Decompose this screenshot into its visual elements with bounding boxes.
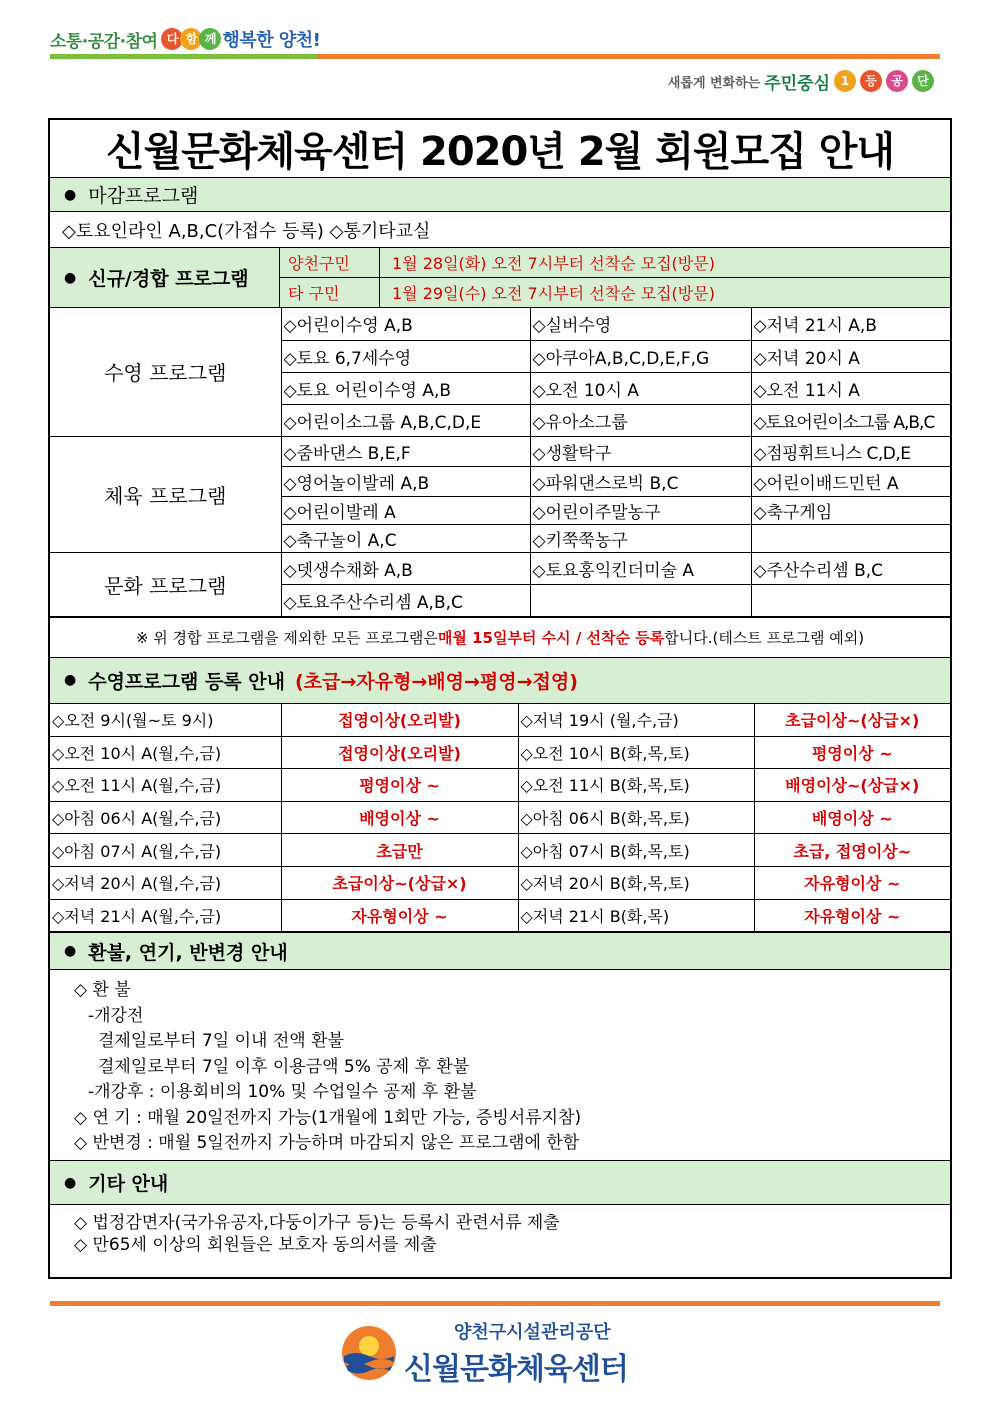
swim-level-table	[50, 704, 950, 933]
program-cell: ◇유아소그룹	[530, 404, 751, 436]
slogan-pre: 소통·공감·참여	[50, 31, 158, 52]
right-badge-3: 공	[886, 70, 908, 92]
etc-heading	[50, 1161, 950, 1205]
class-level: 자유형이상 ~	[281, 899, 518, 932]
class-level: 배영이상 ~	[281, 801, 518, 834]
footer-divider	[50, 1301, 940, 1306]
program-cell: ◇실버수영	[530, 308, 751, 340]
class-level: 평영이상 ~	[754, 736, 950, 769]
program-cell: ◇어린이발레 A	[281, 496, 530, 524]
class-time: ◇오전 11시 B(화,목,토)	[518, 769, 754, 802]
program-cell	[530, 584, 751, 616]
signup-row	[280, 278, 950, 307]
program-cell	[751, 584, 950, 616]
class-time: ◇저녁 19시 (월,수,금)	[518, 704, 754, 737]
etc-body	[50, 1205, 950, 1256]
refund-line: 결제일로부터 7일 이후 이용금액 5% 공제 후 환불	[98, 1056, 470, 1077]
note-pre: ※ 위 경합 프로그램을 제외한 모든 프로그램은	[135, 628, 438, 647]
signup-when: 1월 28일(화) 오전 7시부터 선착순 모집(방문)	[392, 254, 715, 273]
badge-char-2: 함	[180, 28, 202, 50]
program-cell: ◇어린이주말농구	[530, 496, 751, 524]
program-cell: ◇뎃생수채화 A,B	[281, 552, 530, 584]
slogan-post: 행복한 양천!	[222, 30, 321, 51]
swim-guide-heading-text: 수영프로그램 등록 안내	[88, 670, 285, 693]
swim-guide-path: (초급→자유형→배영→평영→접영)	[295, 670, 578, 693]
footer-org: 양천구시설관리공단	[454, 1322, 611, 1343]
class-time: ◇오전 11시 A(월,수,금)	[50, 769, 281, 802]
refund-heading-text: 환불, 연기, 반변경 안내	[88, 941, 288, 964]
header-right-slogan	[668, 66, 934, 96]
class-time: ◇아침 06시 B(화,목,토)	[518, 801, 754, 834]
etc-line: ◇ 법정감면자(국가유공자,다둥이가구 등)는 등록시 관련서류 제출	[74, 1213, 560, 1234]
program-cell: ◇저녁 21시 A,B	[751, 308, 950, 340]
program-cell: ◇토요주산수리셈 A,B,C	[281, 584, 530, 616]
bullet-icon: ●	[64, 672, 77, 688]
bullet-icon: ●	[64, 943, 77, 960]
program-cell	[751, 524, 950, 552]
program-cell: ◇어린이배드민턴 A	[751, 466, 950, 496]
note-post: 합니다.(테스트 프로그램 예외)	[664, 628, 865, 647]
class-time: ◇저녁 20시 B(화,목,토)	[518, 866, 754, 899]
program-cell: ◇축구게임	[751, 496, 950, 524]
badge-char-1: 다	[161, 28, 183, 50]
program-table	[50, 308, 950, 617]
program-cell: ◇토요홍익킨더미술 A	[530, 552, 751, 584]
class-level: 초급만	[281, 834, 518, 867]
bullet-icon: ●	[64, 1174, 77, 1191]
signup-who: 타 구민	[280, 278, 380, 307]
program-cell: ◇오전 11시 A	[751, 372, 950, 404]
class-level: 자유형이상 ~	[754, 899, 950, 932]
refund-body	[50, 970, 950, 1161]
program-cell: ◇축구놀이 A,C	[281, 524, 530, 552]
badge-char-3: 께	[199, 28, 221, 50]
signup-row	[280, 248, 950, 278]
header-divider	[50, 54, 940, 59]
class-level: 접영이상(오리발)	[281, 704, 518, 737]
closed-heading	[50, 178, 950, 212]
program-cell: ◇영어놀이발레 A,B	[281, 466, 530, 496]
refund-line: ◇ 환 불	[74, 980, 131, 1001]
bullet-icon: ●	[64, 269, 77, 286]
refund-line: ◇ 연 기 : 매월 20일전까지 가능(1개월에 1회만 가능, 증빙서류지참)	[74, 1107, 582, 1128]
signup-when: 1월 29일(수) 오전 7시부터 선착순 모집(방문)	[392, 284, 715, 303]
header-slogan	[50, 22, 320, 56]
footer-logo	[340, 1318, 628, 1388]
program-cell: ◇아쿠아A,B,C,D,E,F,G	[530, 340, 751, 372]
notice-frame	[48, 118, 952, 1279]
signup-label-cell	[50, 248, 280, 307]
program-cell: ◇저녁 20시 A	[751, 340, 950, 372]
class-time: ◇아침 06시 A(월,수,금)	[50, 801, 281, 834]
class-level: 초급, 접영이상~	[754, 834, 950, 867]
program-cell: ◇생활탁구	[530, 436, 751, 466]
culture-category: 문화 프로그램	[50, 552, 281, 616]
closed-heading-text: 마감프로그램	[88, 185, 199, 207]
slogan-badge	[161, 28, 218, 50]
etc-heading-text: 기타 안내	[88, 1173, 169, 1196]
note-red: 매월 15일부터 수시 / 선착순 등록	[437, 628, 665, 647]
class-level: 접영이상(오리발)	[281, 736, 518, 769]
footer-center: 신월문화체육센터	[404, 1352, 628, 1387]
signup-schedule	[50, 248, 950, 308]
swim-category: 수영 프로그램	[50, 308, 281, 436]
refund-line: ◇ 반변경 : 매월 5일전까지 가능하며 마감되지 않은 프로그램에 한함	[74, 1133, 580, 1154]
class-level: 자유형이상 ~	[754, 866, 950, 899]
refund-line: 결제일로부터 7일 이내 전액 환불	[98, 1031, 344, 1052]
refund-line: -개강후 : 이용회비의 10% 및 수업일수 공제 후 환불	[88, 1082, 477, 1103]
program-cell: ◇어린이소그룹 A,B,C,D,E	[281, 404, 530, 436]
class-level: 평영이상 ~	[281, 769, 518, 802]
class-time: ◇아침 07시 B(화,목,토)	[518, 834, 754, 867]
class-level: 배영이상~(상급×)	[754, 769, 950, 802]
sports-category: 체육 프로그램	[50, 436, 281, 552]
program-cell: ◇키쭉쭉농구	[530, 524, 751, 552]
right-small: 새롭게 변화하는	[667, 75, 761, 91]
class-time: ◇저녁 21시 A(월,수,금)	[50, 899, 281, 932]
closed-items: ◇토요인라인 A,B,C(가접수 등록) ◇통기타교실	[50, 212, 950, 248]
etc-line: ◇ 만65세 이상의 회원들은 보호자 동의서를 제출	[74, 1235, 437, 1256]
class-level: 초급이상~(상급×)	[754, 704, 950, 737]
class-time: ◇오전 9시(월~토 9시)	[50, 704, 281, 737]
refund-line: -개강전	[88, 1005, 144, 1026]
registration-note	[50, 617, 950, 658]
program-cell: ◇주산수리셈 B,C	[751, 552, 950, 584]
signup-label: 신규/경합 프로그램	[88, 268, 249, 290]
program-cell: ◇파워댄스로빅 B,C	[530, 466, 751, 496]
program-cell: ◇토요 6,7세수영	[281, 340, 530, 372]
class-level: 초급이상~(상급×)	[281, 866, 518, 899]
right-big: 주민중심	[764, 73, 830, 94]
program-cell: ◇토요 어린이수영 A,B	[281, 372, 530, 404]
refund-heading	[50, 932, 950, 970]
program-cell: ◇점핑휘트니스 C,D,E	[751, 436, 950, 466]
page-title: 신월문화체육센터 2020년 2월 회원모집 안내	[50, 120, 950, 178]
class-time: ◇오전 10시 A(월,수,금)	[50, 736, 281, 769]
class-time: ◇아침 07시 A(월,수,금)	[50, 834, 281, 867]
right-badge-1: 1	[834, 70, 856, 92]
center-logo-icon	[340, 1324, 398, 1382]
signup-who: 양천구민	[280, 248, 380, 277]
program-cell: ◇토요어린이소그룹 A,B,C	[751, 404, 950, 436]
class-time: ◇저녁 21시 B(화,목)	[518, 899, 754, 932]
right-badge-2: 등	[860, 70, 882, 92]
program-cell: ◇줌바댄스 B,E,F	[281, 436, 530, 466]
program-cell: ◇어린이수영 A,B	[281, 308, 530, 340]
class-time: ◇저녁 20시 A(월,수,금)	[50, 866, 281, 899]
bullet-icon: ●	[64, 186, 77, 203]
right-badge-4: 단	[912, 70, 934, 92]
class-level: 배영이상 ~	[754, 801, 950, 834]
swim-guide-heading	[50, 658, 950, 704]
class-time: ◇오전 10시 B(화,목,토)	[518, 736, 754, 769]
program-cell: ◇오전 10시 A	[530, 372, 751, 404]
